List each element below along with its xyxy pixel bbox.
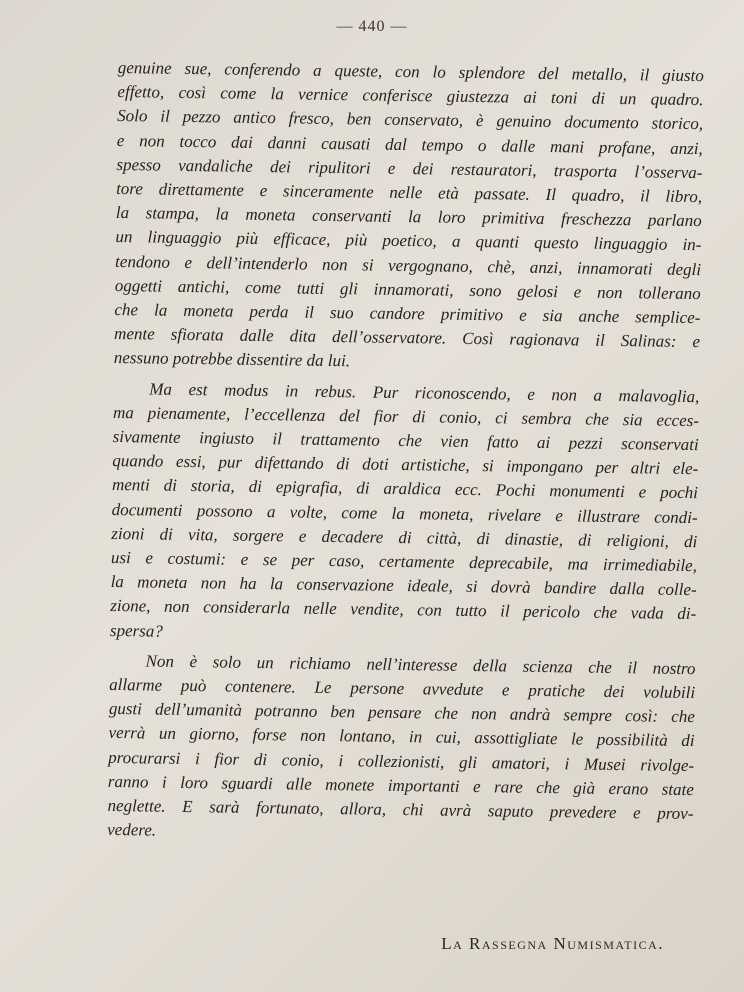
text-line: la moneta non ha la conservazione ideale, si dovrà bandire dalla colle- <box>110 572 697 600</box>
signature: La Rassegna Numismatica. <box>441 934 664 953</box>
text-line: quando essi, pur difettando di doti artistiche, si impongano per altri ele- <box>112 451 699 479</box>
text-line: spesso vandaliche dei ripulitori e dei restauratori, trasporta l’osserva- <box>116 154 703 182</box>
text-line: e non tocco dai danni causati dal tempo o dalle mani profane, anzi, <box>116 130 703 158</box>
page-number: — 440 — <box>336 18 408 35</box>
text-line: genuine sue, conferendo a queste, con lo splendore del metallo, il giusto <box>117 57 704 86</box>
text-line: gusti dell’umanità potranno ben pensare che non andrà sempre così: che <box>108 699 695 727</box>
text-line: sivamente ingiusto il trattamento che vien fatto ai pezzi sconservati <box>112 427 699 455</box>
text-line: ranno i loro sguardi alle monete importanti e rare che già erano state <box>107 771 694 800</box>
text-line: tore direttamente e sinceramente nelle età passate. Il quadro, il libro, <box>116 179 703 207</box>
paragraph-2 <box>110 377 700 651</box>
text-line: zioni di vita, sorgere e decadere di città, di dinastie, di religioni, di <box>111 523 698 551</box>
text-line: che la moneta perda il suo candore primitivo e sia anche semplice- <box>114 300 701 328</box>
paragraph-1 <box>114 56 704 379</box>
text-line: nessuno potrebbe dissentire da lui. <box>113 348 351 371</box>
text-line: la stampa, la moneta conservanti la loro primitiva freschezza parlano <box>115 203 702 231</box>
text-line: tendono e dell’intenderlo non si vergognano, chè, anzi, innamorati degli <box>115 251 702 279</box>
text-line: spersa? <box>109 620 164 641</box>
text-line: neglette. E sarà fortunato, allora, chi avrà saputo prevedere e prov- <box>107 796 694 824</box>
article-body <box>107 56 704 851</box>
text-line: un linguaggio più efficace, più poetico, a quanti questo linguaggio in- <box>115 227 702 255</box>
text-line: usi e costumi: e se per caso, certamente deprecabile, ma irrimediabile, <box>110 548 698 576</box>
text-line: verrà un giorno, forse non lontano, in cui, assottigliate le possibilità di <box>108 723 695 751</box>
text-line: Ma est modus in rebus. Pur riconoscendo, e non a malavoglia, <box>149 379 700 406</box>
text-line: procurarsi i fior di conio, i collezionisti, gli amatori, i Musei rivolge- <box>108 747 695 775</box>
text-line: effetto, così come la vernice conferisce giustezza ai toni di un quadro. <box>117 82 704 110</box>
text-line: Solo il pezzo antico fresco, ben conservato, è genuino documento storico, <box>117 106 704 134</box>
text-line: mente sfiorata dalle dita dell’osservatore. Così ragionava il Salinas: e <box>113 324 701 352</box>
paragraph-3 <box>107 649 696 851</box>
text-line: zione, non considerarla nelle vendite, con tutto il pericolo che vada di- <box>110 596 697 624</box>
text-line: Non è solo un richiamo nell’interesse della scienza che il nostro <box>145 651 696 678</box>
text-line: vedere. <box>107 820 157 840</box>
text-line: oggetti antichi, come tutti gli innamorati, sono gelosi e non tollerano <box>114 275 701 303</box>
text-line: menti di storia, di epigrafia, di araldica ecc. Pochi monumenti e pochi <box>111 475 699 503</box>
text-line: ma pienamente, l’eccellenza del fior di conio, ci sembra che sia ecces- <box>112 402 700 430</box>
text-line: documenti possono a volte, come la moneta, rivelare e illustrare condi- <box>111 499 698 527</box>
text-line: allarme può contenere. Le persone avvedute e pratiche dei volubili <box>109 675 696 703</box>
